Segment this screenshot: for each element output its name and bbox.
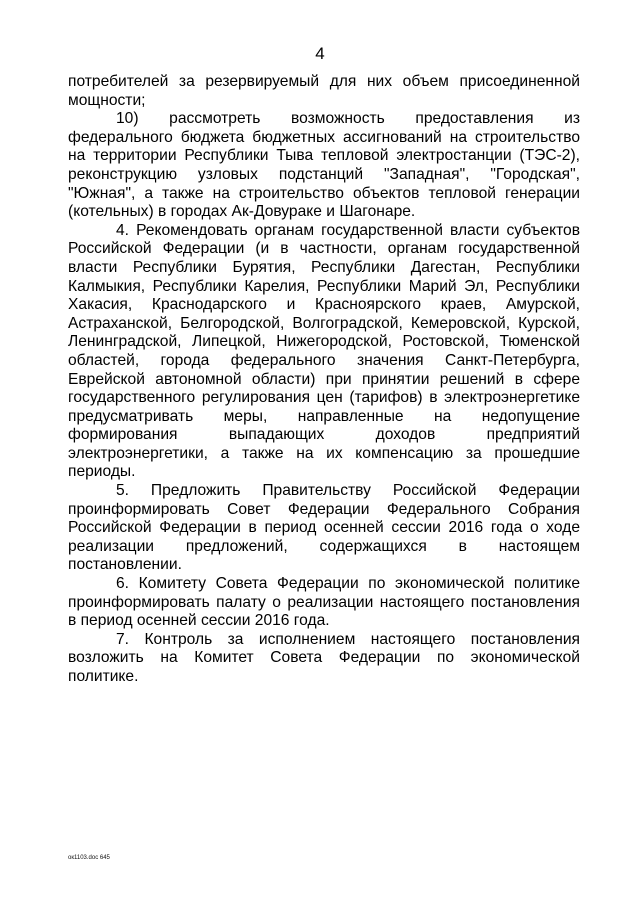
document-body <box>68 73 580 687</box>
paragraph-item-7: 7. Контроль за исполнением настоящего постановления возложить на Комитет Совета Федерации по экономической политике. <box>68 630 580 685</box>
paragraph-item-5: 5. Предложить Правительству Российской Федерации проинформировать Совет Федерации Федерального Собрания Российской Федерации в период осенней сессии 2016 года о ходе реализации предложений, содержащихся в настоящем постановлении. <box>68 482 580 574</box>
page-number: 4 <box>315 44 325 63</box>
footer-file-code: ок1103.doc 645 <box>68 855 110 861</box>
paragraph-continuation: потребителей за резервируемый для них объем присоединенной мощности; <box>68 73 580 109</box>
paragraph-item-6: 6. Комитету Совета Федерации по экономической политике проинформировать палату о реализации настоящего постановления в период осенней сессии 2016 года. <box>68 575 580 630</box>
paragraph-item-10: 10) рассмотреть возможность предоставления из федерального бюджета бюджетных ассигнований на строительство на территории Республики Тыва тепловой электростанции (ТЭС-2), реконструкцию узловых подстанций "Западная", "Городская", "Южная", а также на строительство объектов тепловой генерации (котельных) в городах Ак-Довураке и Шагонаре. <box>68 110 580 221</box>
paragraph-item-4: 4. Рекомендовать органам государственной власти субъектов Российской Федерации (и в частности, органам государственной власти Республики Бурятия, Республики Дагестан, Республики Калмыкия, Республики Карелия, Республики Марий Эл, Республики Хакасия, Краснодарского и Красноярского краев, Амурской, Астраханской, Белгородской, Волгоградской, Кемеровской, Курской, Ленинградской, Липецкой, Нижегородской, Ростовской, Тюменской областей, города федерального значения Санкт-Петербурга, Еврейской автономной области) при принятии решений в сфере государственного регулирования цен (тарифов) в электроэнергетике предусматривать меры, направленные на недопущение формирования выпадающих доходов предприятий электроэнергетики, а также на их компенсацию за прошедшие периоды. <box>68 221 580 481</box>
